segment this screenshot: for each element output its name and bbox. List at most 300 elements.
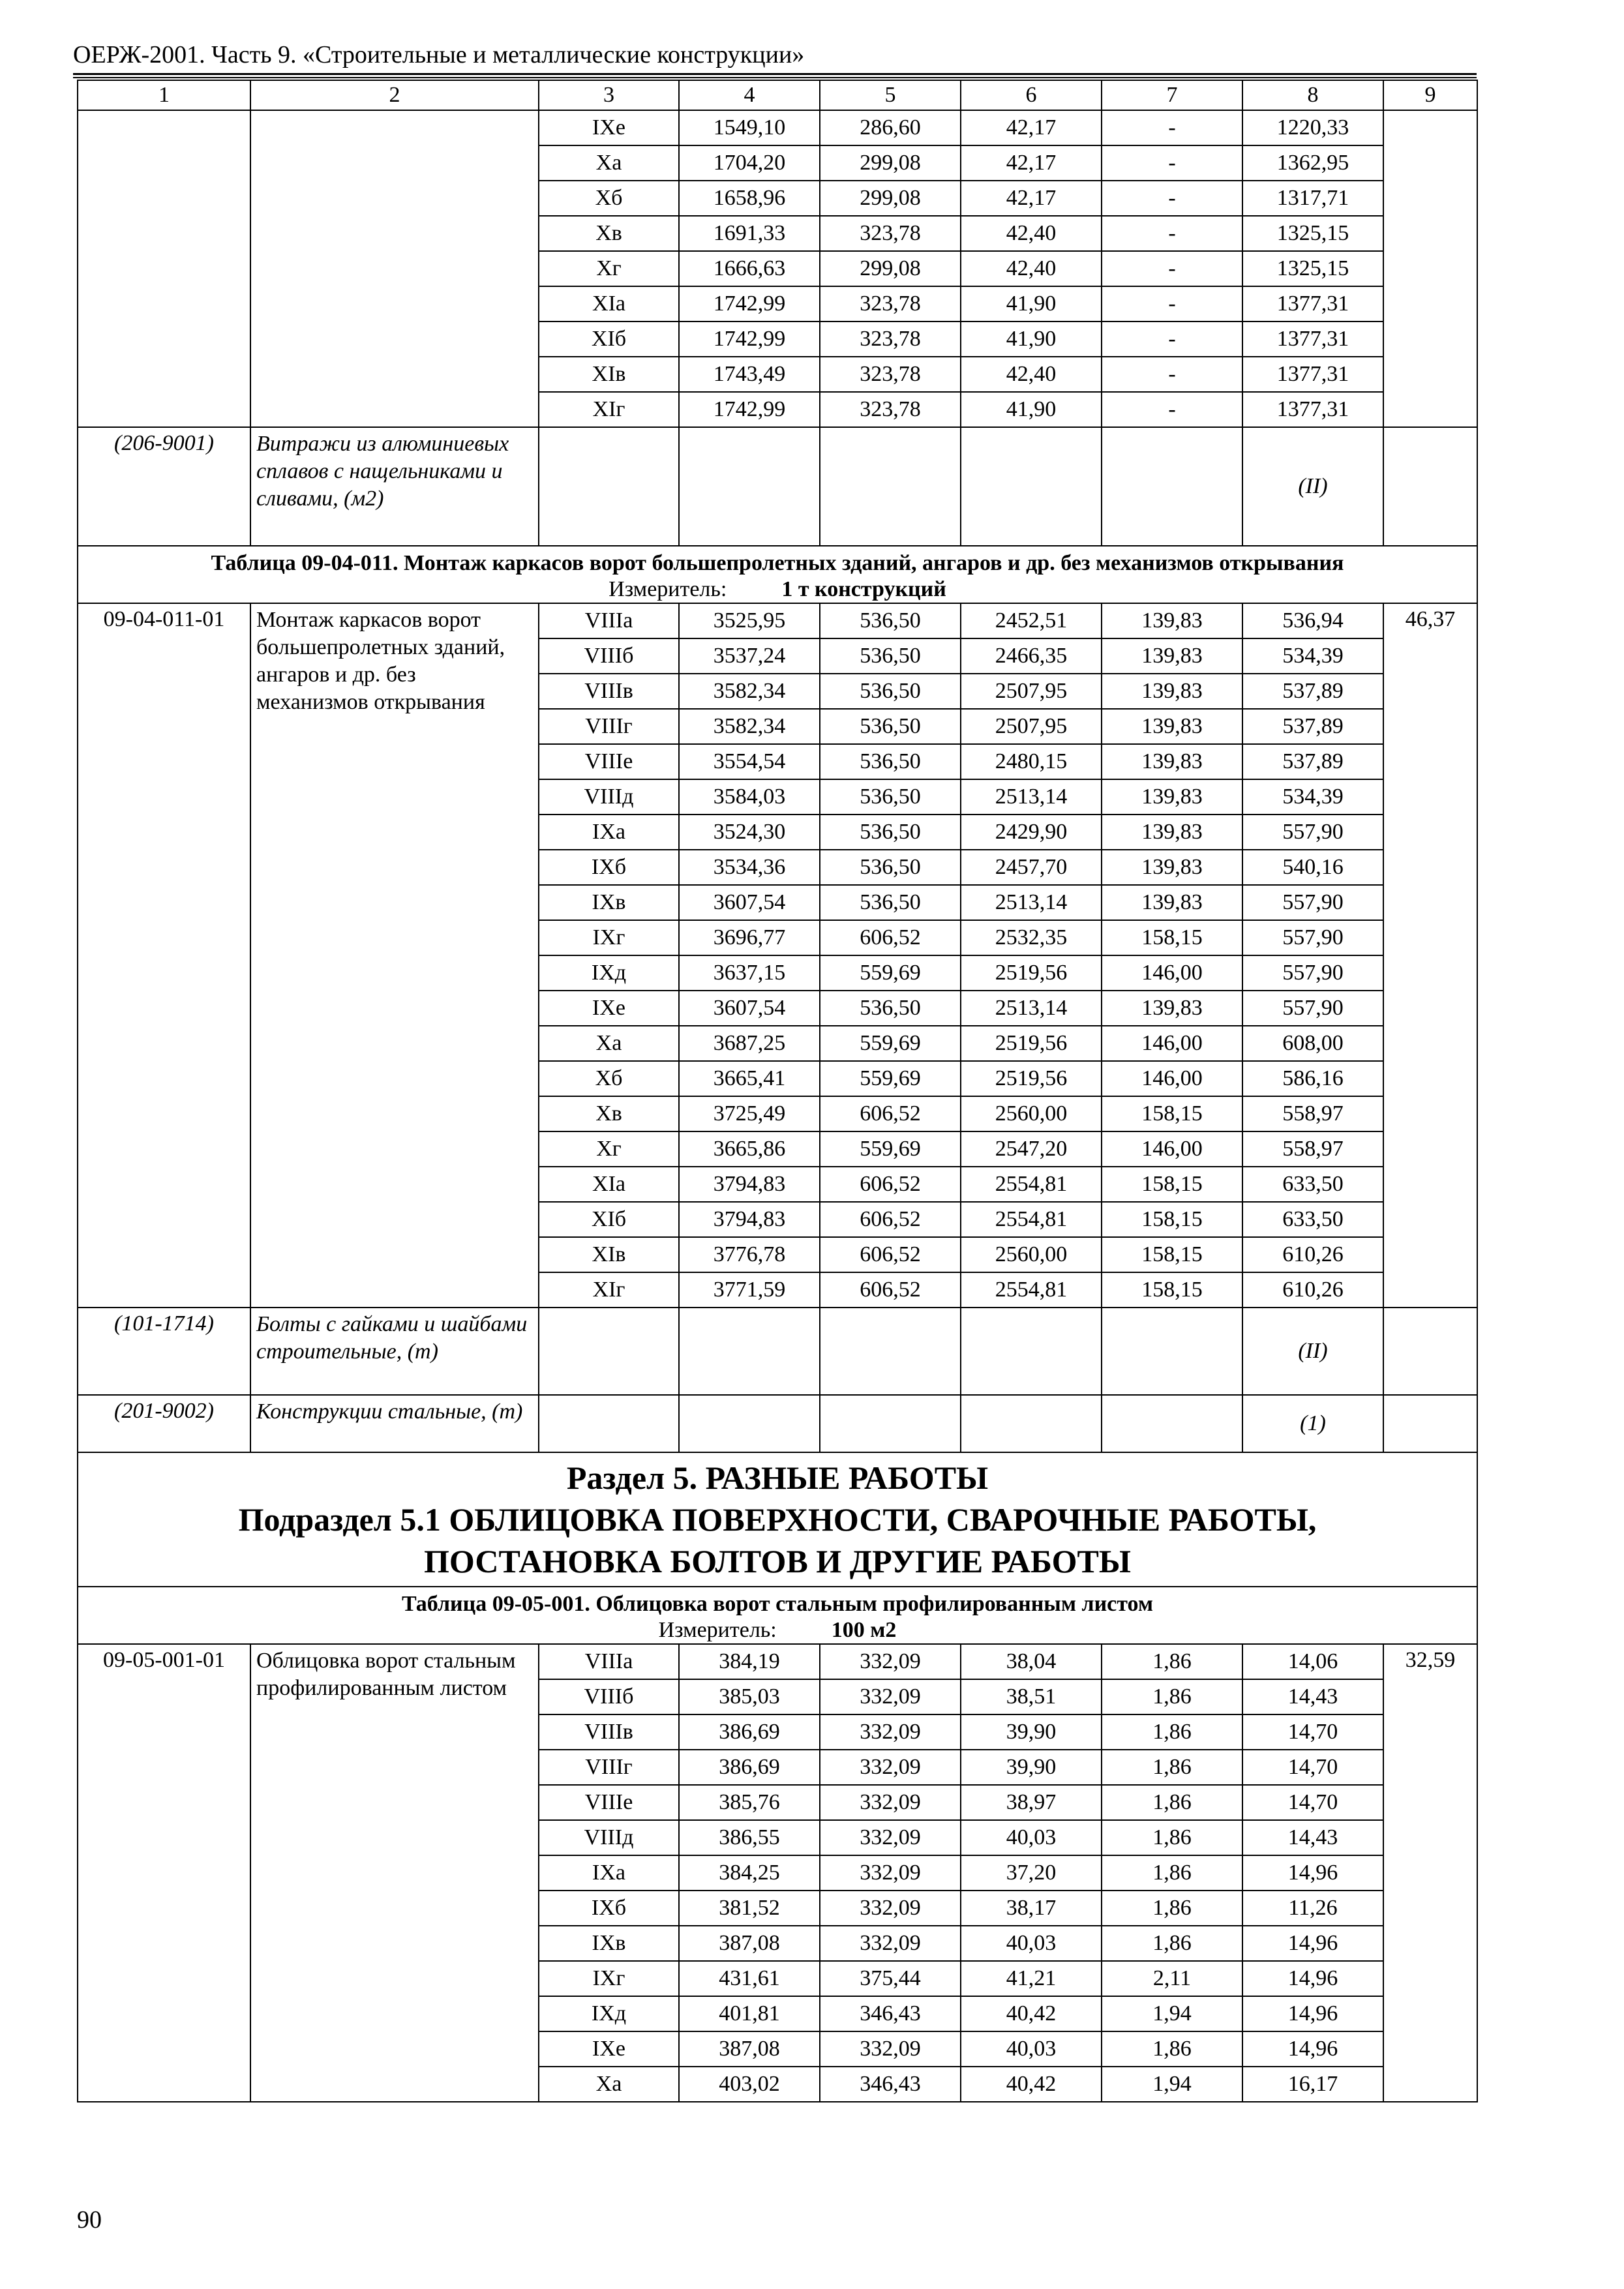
value-cell: 2466,35 [961,638,1102,674]
zone-cell: IXг [539,1961,679,1996]
value-cell: 606,52 [820,1202,961,1237]
value-cell: 385,76 [679,1785,820,1820]
table-row [78,603,1477,638]
work-code: 09-04-011-01 [78,603,250,1308]
value-cell: 14,70 [1242,1714,1383,1750]
zone-cell: IXд [539,1996,679,2031]
value-cell: 1,94 [1102,1996,1242,2031]
column-number: 5 [820,80,961,110]
section-heading [78,1452,1477,1587]
value-cell: 299,08 [820,145,961,181]
value-cell: 14,43 [1242,1820,1383,1855]
value-cell: 537,89 [1242,709,1383,744]
value-cell: 1,86 [1102,1750,1242,1785]
zone-cell: VIIIе [539,1785,679,1820]
column-number: 7 [1102,80,1242,110]
zone-cell: XIг [539,1272,679,1308]
value-cell: 384,25 [679,1855,820,1891]
value-cell: 537,89 [1242,674,1383,709]
page-number: 90 [77,2206,102,2234]
value-cell: 1742,99 [679,286,820,322]
measure-cell [78,576,1477,603]
zone-cell: Xб [539,181,679,216]
work-name: Облицовка ворот стальным профилированным листом [250,1644,539,2102]
value-cell: 37,20 [961,1855,1102,1891]
zone-cell: Xв [539,1096,679,1131]
value-cell: 2513,14 [961,991,1102,1026]
value-cell: 139,83 [1102,850,1242,885]
resource-code: (206-9001) [78,427,250,546]
section-row [78,1452,1477,1587]
value-cell: 40,42 [961,1996,1102,2031]
zone-cell: XIг [539,392,679,427]
value-cell: 332,09 [820,1750,961,1785]
zone-cell: Xа [539,1026,679,1061]
value-cell: 332,09 [820,1644,961,1679]
value-cell: - [1102,181,1242,216]
value-cell: 403,02 [679,2067,820,2102]
value-cell: 3665,86 [679,1131,820,1167]
measure-row [78,1617,1477,1644]
value-cell: 3582,34 [679,709,820,744]
zone-cell: IXа [539,815,679,850]
zone-cell: VIIIа [539,603,679,638]
zone-cell: VIIIб [539,638,679,674]
value-cell: 2513,14 [961,779,1102,815]
value-cell: 536,50 [820,991,961,1026]
value-cell: 1325,15 [1242,216,1383,251]
value-cell: - [1102,286,1242,322]
value-cell: 1,94 [1102,2067,1242,2102]
value-cell: 146,00 [1102,955,1242,991]
empty-cell [539,1395,679,1452]
value-cell: 41,90 [961,322,1102,357]
column-number: 3 [539,80,679,110]
value-cell: 3687,25 [679,1026,820,1061]
value-cell: 346,43 [820,2067,961,2102]
value-cell: 14,96 [1242,2031,1383,2067]
column-number: 6 [961,80,1102,110]
table-title-row [78,546,1477,576]
value-cell: 558,97 [1242,1131,1383,1167]
value-cell: 384,19 [679,1644,820,1679]
zone-cell: VIIIд [539,1820,679,1855]
value-cell: 332,09 [820,1785,961,1820]
value-cell: 386,69 [679,1750,820,1785]
value-cell: 536,50 [820,885,961,920]
value-cell: 41,90 [961,286,1102,322]
value-cell: 3537,24 [679,638,820,674]
value-cell: 3637,15 [679,955,820,991]
value-cell: 38,51 [961,1679,1102,1714]
empty-cell [539,1308,679,1395]
value-cell: 557,90 [1242,885,1383,920]
value-cell: 3525,95 [679,603,820,638]
empty-cell [1102,1395,1242,1452]
value-cell: 139,83 [1102,674,1242,709]
zone-cell: Xг [539,251,679,286]
value-cell: 42,40 [961,216,1102,251]
value-cell: 1658,96 [679,181,820,216]
value-cell: 332,09 [820,1820,961,1855]
value-cell: 557,90 [1242,991,1383,1026]
zone-cell: Xб [539,1061,679,1096]
value-cell: 3524,30 [679,815,820,850]
value-cell: 2547,20 [961,1131,1102,1167]
value-cell: 1743,49 [679,357,820,392]
resource-row [78,427,1477,546]
value-cell: - [1102,145,1242,181]
zone-cell: Xа [539,2067,679,2102]
value-cell: 2457,70 [961,850,1102,885]
zone-cell: IXе [539,2031,679,2067]
measure-label: Измеритель: [658,1618,777,1642]
value-cell: 2507,95 [961,674,1102,709]
value-cell: 1,86 [1102,1714,1242,1750]
section-subtitle-line2: ПОСТАНОВКА БОЛТОВ И ДРУГИЕ РАБОТЫ [424,1543,1131,1579]
value-cell: 146,00 [1102,1131,1242,1167]
value-cell: 2519,56 [961,955,1102,991]
zone-cell: Xа [539,145,679,181]
empty-cell [679,1308,820,1395]
value-cell: 3665,41 [679,1061,820,1096]
value-cell: 2513,14 [961,885,1102,920]
value-cell: 536,50 [820,674,961,709]
value-cell: 14,70 [1242,1750,1383,1785]
value-cell: 1377,31 [1242,286,1383,322]
empty-cell [679,427,820,546]
zone-cell: VIIIа [539,1644,679,1679]
zone-cell: IXд [539,955,679,991]
value-cell: 2519,56 [961,1061,1102,1096]
value-cell: 2560,00 [961,1096,1102,1131]
value-cell: 608,00 [1242,1026,1383,1061]
value-cell: 1704,20 [679,145,820,181]
value-cell: 610,26 [1242,1272,1383,1308]
value-cell: 139,83 [1102,603,1242,638]
measure-label: Измеритель: [609,577,727,601]
value-cell: 536,50 [820,850,961,885]
resource-code: (201-9002) [78,1395,250,1452]
zone-cell: IXв [539,1926,679,1961]
zone-cell: XIб [539,322,679,357]
work-name: Монтаж каркасов ворот большепролетных зданий, ангаров и др. без механизмов открывания [250,603,539,1308]
value-cell: 3776,78 [679,1237,820,1272]
value-cell: 323,78 [820,322,961,357]
value-cell: 3696,77 [679,920,820,955]
measure-cell [78,1617,1477,1644]
value-cell: 536,50 [820,779,961,815]
value-cell: 2554,81 [961,1167,1102,1202]
value-cell: 536,50 [820,744,961,779]
value-cell: 323,78 [820,357,961,392]
value-cell: 42,17 [961,145,1102,181]
table-title: Таблица 09-05-001. Облицовка ворот стальным профилированным листом [78,1587,1477,1617]
value-cell: 386,69 [679,1714,820,1750]
value-cell: 146,00 [1102,1026,1242,1061]
value-cell: 2452,51 [961,603,1102,638]
value-cell: 559,69 [820,1131,961,1167]
value-cell: - [1102,392,1242,427]
value-cell: 606,52 [820,1096,961,1131]
value-cell: 14,06 [1242,1644,1383,1679]
value-cell: 2532,35 [961,920,1102,955]
value-cell: 1,86 [1102,1820,1242,1855]
value-cell: 385,03 [679,1679,820,1714]
value-cell: 1,86 [1102,1644,1242,1679]
value-cell: 40,42 [961,2067,1102,2102]
value-cell: 2429,90 [961,815,1102,850]
value-cell: 2554,81 [961,1202,1102,1237]
value-cell: 158,15 [1102,1237,1242,1272]
value-cell: 3607,54 [679,885,820,920]
value-cell: 606,52 [820,920,961,955]
value-cell: 3794,83 [679,1202,820,1237]
value-cell: 559,69 [820,955,961,991]
value-cell: 14,96 [1242,1855,1383,1891]
value-cell: 14,96 [1242,1926,1383,1961]
value-cell: 536,94 [1242,603,1383,638]
value-cell: 38,17 [961,1891,1102,1926]
value-cell: 1325,15 [1242,251,1383,286]
value-cell: 1,86 [1102,1926,1242,1961]
value-cell: 1317,71 [1242,181,1383,216]
empty-cell [250,110,539,427]
resource-row [78,1395,1477,1452]
value-cell: 38,97 [961,1785,1102,1820]
value-cell: 3607,54 [679,991,820,1026]
value-cell: 1377,31 [1242,322,1383,357]
column-number: 2 [250,80,539,110]
value-cell: 14,96 [1242,1996,1383,2031]
value-cell: 2554,81 [961,1272,1102,1308]
value-cell: 3582,34 [679,674,820,709]
value-cell: 332,09 [820,1679,961,1714]
value-cell: 346,43 [820,1996,961,2031]
zone-cell: IXа [539,1855,679,1891]
empty-cell [1383,427,1477,546]
value-cell: 3534,36 [679,850,820,885]
value-cell: 536,50 [820,815,961,850]
zone-cell: VIIIг [539,709,679,744]
value-cell: 375,44 [820,1961,961,1996]
table-row [78,1644,1477,1679]
value-cell: 139,83 [1102,709,1242,744]
value-cell: 536,50 [820,709,961,744]
value-cell: 1220,33 [1242,110,1383,145]
zone-cell: VIIIе [539,744,679,779]
column-number: 4 [679,80,820,110]
value-cell: 431,61 [679,1961,820,1996]
value-cell: 3771,59 [679,1272,820,1308]
resource-name: Конструкции стальные, (т) [250,1395,539,1452]
value-cell: - [1102,357,1242,392]
value-cell: 139,83 [1102,885,1242,920]
value-cell: 299,08 [820,181,961,216]
zone-cell: VIIIв [539,674,679,709]
value-cell: 3554,54 [679,744,820,779]
empty-cell [679,1395,820,1452]
value-cell: 559,69 [820,1026,961,1061]
value-cell: 39,90 [961,1714,1102,1750]
value-cell: 387,08 [679,1926,820,1961]
value-cell: 1377,31 [1242,357,1383,392]
empty-cell [961,427,1102,546]
empty-cell [1383,1395,1477,1452]
value-cell: 323,78 [820,286,961,322]
value-cell: 1,86 [1102,1855,1242,1891]
measure-row [78,576,1477,603]
empty-cell [539,427,679,546]
value-cell: 332,09 [820,1714,961,1750]
value-cell: 38,04 [961,1644,1102,1679]
resource-mark: (II) [1242,427,1383,546]
zone-cell: XIа [539,1167,679,1202]
value-cell: 1549,10 [679,110,820,145]
value-cell: 139,83 [1102,779,1242,815]
value-cell: 146,00 [1102,1061,1242,1096]
value-cell: 534,39 [1242,779,1383,815]
empty-cell [1102,1308,1242,1395]
value-cell: 139,83 [1102,815,1242,850]
header-rule [73,73,1477,75]
work-code: 09-05-001-01 [78,1644,250,2102]
value-cell: 158,15 [1102,1272,1242,1308]
value-cell: 610,26 [1242,1237,1383,1272]
page-header: ОЕРЖ-2001. Часть 9. «Строительные и металлические конструкции» [73,41,805,68]
resource-name: Болты с гайками и шайбами строительные, (т) [250,1308,539,1395]
value-cell: 41,21 [961,1961,1102,1996]
empty-cell [78,110,250,427]
resource-row [78,1308,1477,1395]
value-cell: 557,90 [1242,815,1383,850]
zone-cell: XIв [539,1237,679,1272]
value-cell: 401,81 [679,1996,820,2031]
value-cell: 42,40 [961,251,1102,286]
zone-cell: IXг [539,920,679,955]
table-title: Таблица 09-04-011. Монтаж каркасов ворот большепролетных зданий, ангаров и др. без механизмов открывания [78,546,1477,576]
zone-cell: XIб [539,1202,679,1237]
column-number-row [78,80,1477,110]
value-cell: 536,50 [820,603,961,638]
value-cell: 11,26 [1242,1891,1383,1926]
zone-cell: IXе [539,991,679,1026]
value-cell: 1,86 [1102,1785,1242,1820]
value-cell: 2519,56 [961,1026,1102,1061]
zone-cell: VIIIг [539,1750,679,1785]
value-cell: 299,08 [820,251,961,286]
zone-cell: IXв [539,885,679,920]
value-cell: - [1102,251,1242,286]
empty-cell [1383,1308,1477,1395]
empty-cell [820,427,961,546]
column-number: 1 [78,80,250,110]
empty-cell [820,1308,961,1395]
value-cell: - [1102,322,1242,357]
value-cell: 332,09 [820,1891,961,1926]
section-subtitle-line1: Подраздел 5.1 ОБЛИЦОВКА ПОВЕРХНОСТИ, СВАРОЧНЫЕ РАБОТЫ, [238,1501,1317,1538]
value-cell: 40,03 [961,1820,1102,1855]
value-cell: 557,90 [1242,955,1383,991]
zone-cell: XIа [539,286,679,322]
value-cell: 14,43 [1242,1679,1383,1714]
zone-cell: IXб [539,850,679,885]
value-cell: 3584,03 [679,779,820,815]
value-cell: 559,69 [820,1061,961,1096]
value-cell: 139,83 [1102,991,1242,1026]
value-cell: 606,52 [820,1167,961,1202]
value-cell: 3725,49 [679,1096,820,1131]
value-cell: 332,09 [820,2031,961,2067]
empty-cell [961,1308,1102,1395]
resource-mark: (II) [1242,1308,1383,1395]
value-cell: 1742,99 [679,322,820,357]
zone-cell: IXб [539,1891,679,1926]
value-cell: 537,89 [1242,744,1383,779]
value-cell: 2507,95 [961,709,1102,744]
value-cell: 139,83 [1102,638,1242,674]
col9-value: 46,37 [1383,603,1477,1308]
value-cell: 1,86 [1102,1679,1242,1714]
value-cell: 14,96 [1242,1961,1383,1996]
value-cell: 139,83 [1102,744,1242,779]
value-cell: 42,40 [961,357,1102,392]
zone-cell: XIв [539,357,679,392]
value-cell: 40,03 [961,1926,1102,1961]
zone-cell: Xг [539,1131,679,1167]
value-cell: 633,50 [1242,1202,1383,1237]
header-rule-double [73,77,1477,78]
value-cell: 40,03 [961,2031,1102,2067]
zone-cell: VIIIд [539,779,679,815]
value-cell: 386,55 [679,1820,820,1855]
value-cell: 1666,63 [679,251,820,286]
value-cell: 42,17 [961,181,1102,216]
value-cell: 536,50 [820,638,961,674]
column-number: 8 [1242,80,1383,110]
value-cell: 286,60 [820,110,961,145]
value-cell: 381,52 [679,1891,820,1926]
zone-cell: VIIIв [539,1714,679,1750]
value-cell: 42,17 [961,110,1102,145]
empty-cell [820,1395,961,1452]
col9-value: 32,59 [1383,1644,1477,2102]
value-cell: 158,15 [1102,1202,1242,1237]
section-title: Раздел 5. РАЗНЫЕ РАБОТЫ [566,1459,989,1496]
value-cell: 1691,33 [679,216,820,251]
empty-cell [961,1395,1102,1452]
empty-cell [1383,110,1477,427]
value-cell: 1377,31 [1242,392,1383,427]
value-cell: 332,09 [820,1855,961,1891]
value-cell: 540,16 [1242,850,1383,885]
value-cell: 1,86 [1102,2031,1242,2067]
measure-value: 100 м2 [831,1618,897,1642]
value-cell: - [1102,110,1242,145]
measure-value: 1 т конструкций [781,577,946,601]
value-cell: 14,70 [1242,1785,1383,1820]
zone-cell: Xв [539,216,679,251]
value-cell: 158,15 [1102,1096,1242,1131]
zone-cell: IXе [539,110,679,145]
value-cell: 606,52 [820,1272,961,1308]
resource-code: (101-1714) [78,1308,250,1395]
zone-cell: VIIIб [539,1679,679,1714]
value-cell: 158,15 [1102,920,1242,955]
value-cell: 41,90 [961,392,1102,427]
column-number: 9 [1383,80,1477,110]
value-cell: 16,17 [1242,2067,1383,2102]
